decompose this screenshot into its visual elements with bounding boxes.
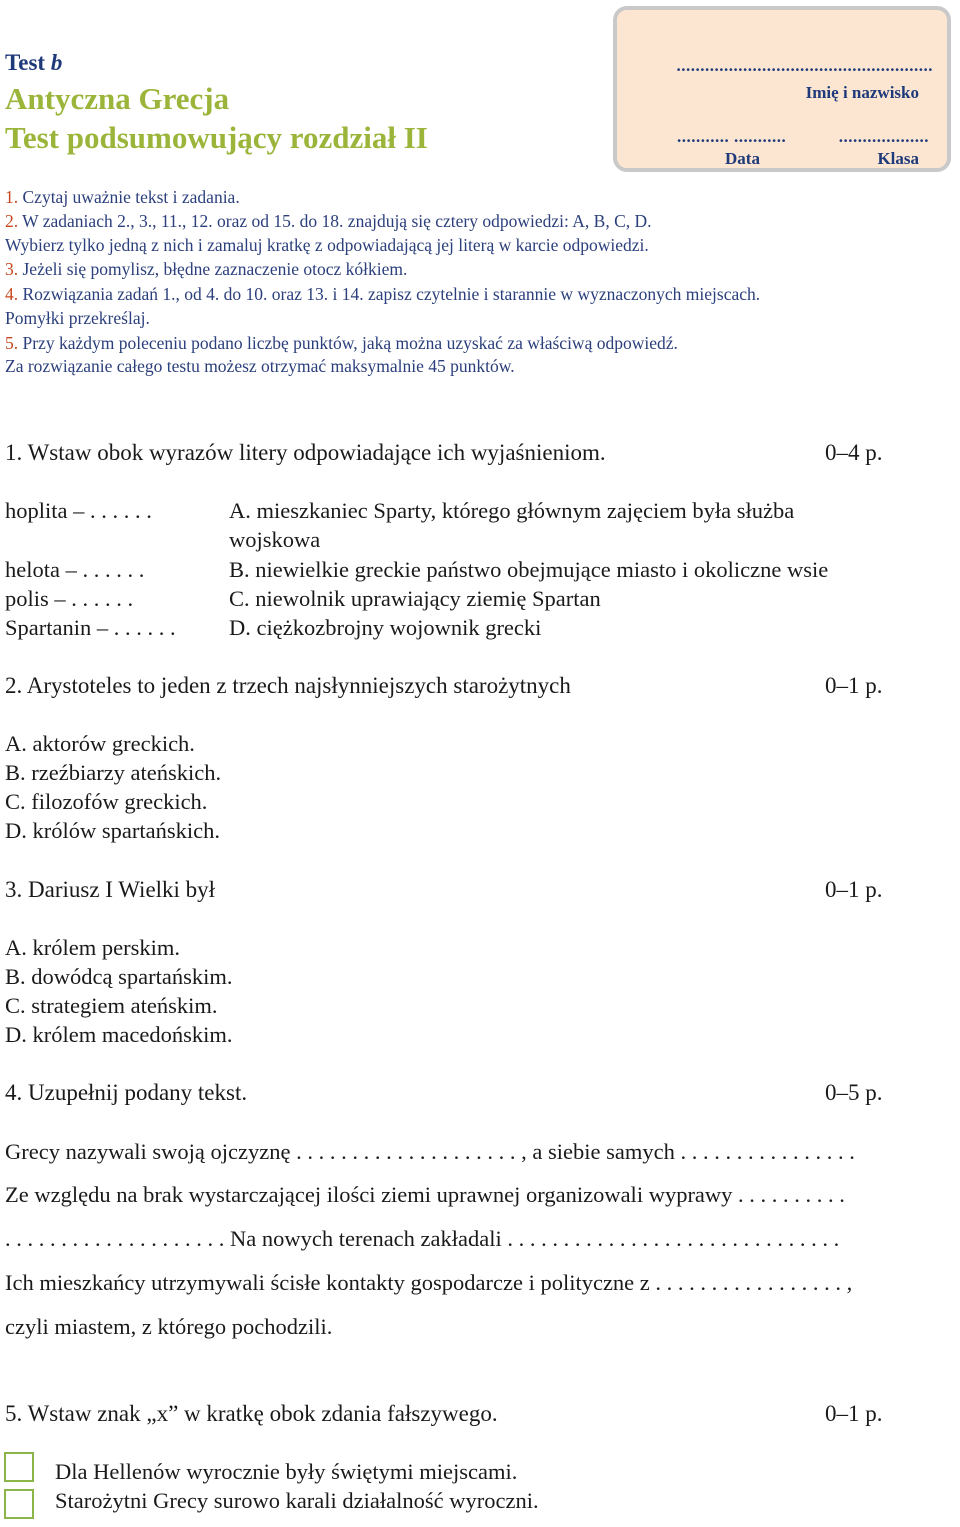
- q3-option-c: C. strategiem ateńskim.: [5, 993, 218, 1018]
- q5-checkbox-2[interactable]: [4, 1489, 34, 1519]
- question-5: 5. Wstaw znak „x” w kratkę obok zdania fałszywego.: [5, 1401, 498, 1426]
- q3-option-d: D. królem macedońskim.: [5, 1022, 233, 1047]
- q4-text-line-1[interactable]: Grecy nazywali swoją ojczyznę . . . . . . . . . . . . . . . . . . . . , a siebie samych . . . . . . . . . . . . . . . .: [5, 1139, 855, 1164]
- class-label: Klasa: [877, 149, 919, 168]
- q1-definition-c: C. niewolnik uprawiający ziemię Spartan: [229, 586, 601, 611]
- title-line-2: Test podsumowujący rozdział II: [5, 120, 428, 155]
- q1-definition-b: B. niewielkie greckie państwo obejmujące miasto i okoliczne wsie: [229, 557, 829, 582]
- q1-definition-a-cont: wojskowa: [229, 527, 321, 552]
- instruction-1: 1. Czytaj uważnie tekst i zadania.: [5, 187, 240, 207]
- q1-definition-a: A. mieszkaniec Sparty, którego głównym zajęciem była służba: [229, 498, 795, 523]
- instruction-5-cont: Za rozwiązanie całego testu możesz otrzymać maksymalnie 45 punktów.: [5, 356, 515, 376]
- question-2-points: 0–1 p.: [825, 673, 883, 698]
- test-variant: b: [50, 50, 63, 75]
- instruction-4-cont: Pomyłki przekreślaj.: [5, 308, 150, 328]
- q5-statement-2: Starożytni Grecy surowo karali działalność wyroczni.: [55, 1488, 539, 1513]
- test-label: Test b: [5, 50, 63, 75]
- question-3-points: 0–1 p.: [825, 877, 883, 902]
- q4-text-line-5: czyli miastem, z którego pochodzili.: [5, 1314, 333, 1339]
- question-2: 2. Arystoteles to jeden z trzech najsłynniejszych starożytnych: [5, 673, 571, 698]
- name-label: Imię i nazwisko: [805, 83, 919, 102]
- q1-term-spartanin[interactable]: Spartanin – . . . . . .: [5, 615, 176, 640]
- q3-option-b: B. dowódcą spartańskim.: [5, 964, 233, 989]
- q4-text-line-2[interactable]: Ze względu na brak wystarczającej ilości ziemi uprawnej organizowali wyprawy . . . . . . . . . .: [5, 1182, 845, 1207]
- q2-option-b: B. rzeźbiarzy ateńskich.: [5, 760, 222, 785]
- q5-checkbox-1[interactable]: [4, 1452, 34, 1482]
- q2-option-d: D. królów spartańskich.: [5, 818, 220, 843]
- q3-option-a: A. królem perskim.: [5, 935, 180, 960]
- question-4-points: 0–5 p.: [825, 1080, 883, 1105]
- instruction-2-cont: Wybierz tylko jedną z nich i zamaluj kratkę z odpowiadającą jej literą w karcie odpowiedzi.: [5, 235, 649, 255]
- q4-text-line-4[interactable]: Ich mieszkańcy utrzymywali ścisłe kontakty gospodarcze i polityczne z . . . . . . . . . . . . . . . . . ,: [5, 1270, 853, 1295]
- q1-term-helota[interactable]: helota – . . . . . .: [5, 557, 145, 582]
- question-1-points: 0–4 p.: [825, 440, 883, 465]
- q2-option-a: A. aktorów greckich.: [5, 731, 195, 756]
- title-line-1: Antyczna Grecja: [5, 81, 230, 116]
- instruction-5: 5. Przy każdym poleceniu podano liczbę punktów, jaką można uzyskać za właściwą odpowiedź.: [5, 333, 678, 353]
- q1-term-polis[interactable]: polis – . . . . . .: [5, 586, 134, 611]
- q5-statement-1: Dla Hellenów wyrocznie były świętymi miejscami.: [55, 1459, 518, 1484]
- date-label: Data: [725, 149, 760, 168]
- instruction-4: 4. Rozwiązania zadań 1., od 4. do 10. oraz 13. i 14. zapisz czytelnie i starannie w wyznaczonych miejscach.: [5, 284, 761, 304]
- date-dots[interactable]: ........... ...........: [677, 127, 787, 146]
- question-3: 3. Dariusz I Wielki był: [5, 877, 216, 902]
- instruction-2: 2. W zadaniach 2., 3., 11., 12. oraz od 15. do 18. znajdują się cztery odpowiedzi: A, B, C, D.: [5, 211, 652, 231]
- question-4: 4. Uzupełnij podany tekst.: [5, 1080, 248, 1105]
- q1-definition-d: D. ciężkozbrojny wojownik grecki: [229, 615, 542, 640]
- question-5-points: 0–1 p.: [825, 1401, 883, 1426]
- q2-option-c: C. filozofów greckich.: [5, 789, 208, 814]
- instruction-3: 3. Jeżeli się pomylisz, błędne zaznaczenie otocz kółkiem.: [5, 259, 408, 279]
- name-dots[interactable]: ......................................................: [676, 56, 933, 75]
- q4-text-line-3[interactable]: . . . . . . . . . . . . . . . . . . . . Na nowych terenach zakładali . . . . . . . . . . . . . . . . . . . . . . . . . . . . . .: [5, 1226, 840, 1251]
- question-1: 1. Wstaw obok wyrazów litery odpowiadające ich wyjaśnieniom.: [5, 440, 606, 465]
- student-info-box: [613, 6, 951, 172]
- class-dots[interactable]: ...................: [838, 127, 929, 146]
- q1-term-hoplita[interactable]: hoplita – . . . . . .: [5, 498, 152, 523]
